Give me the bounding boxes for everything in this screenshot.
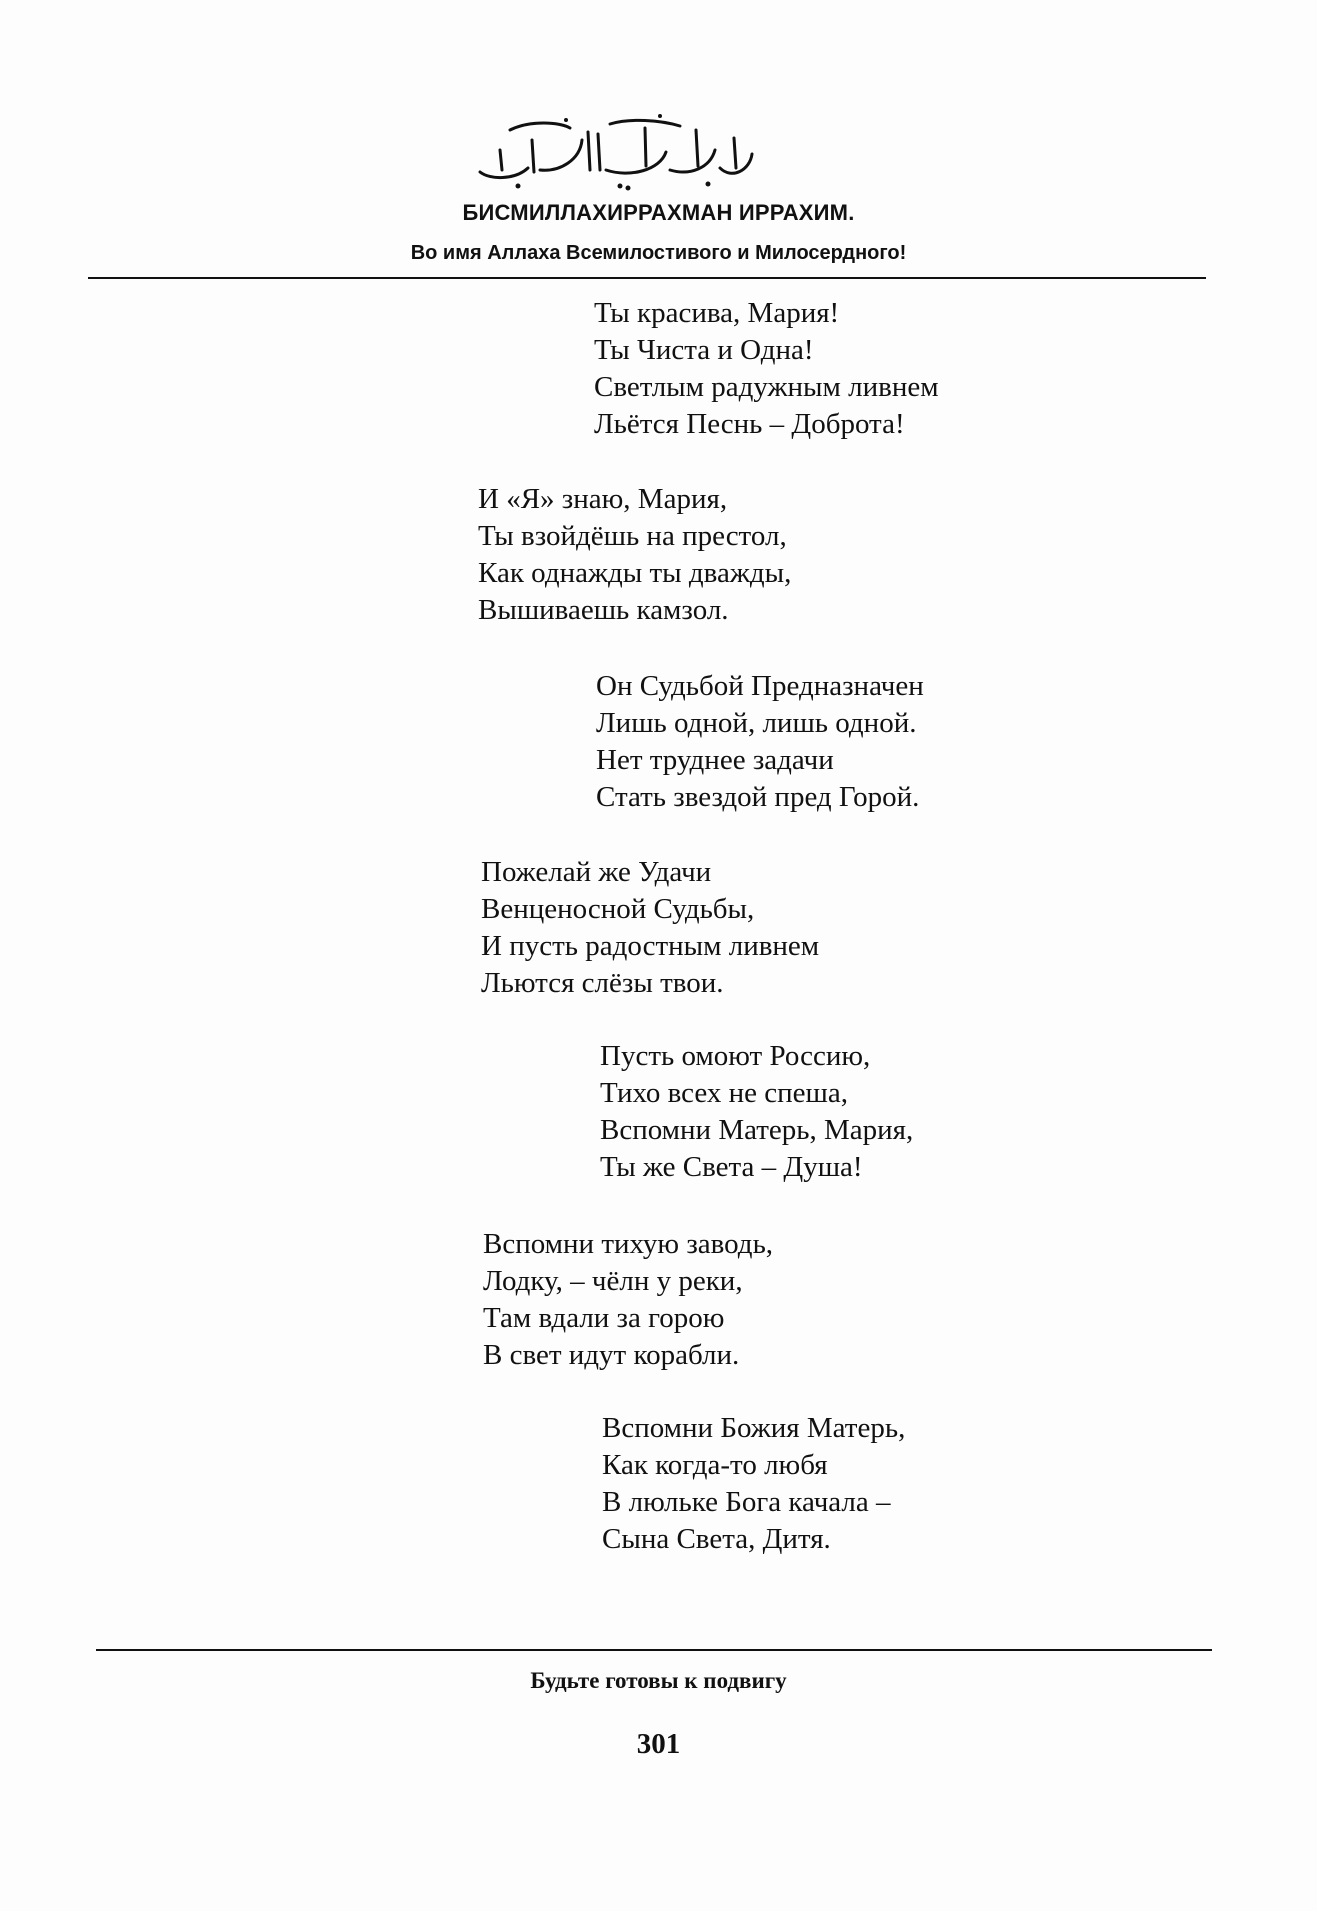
verse-line: Венценосной Судьбы,	[481, 893, 755, 925]
verse-line: И «Я» знаю, Мария,	[478, 483, 728, 515]
verse-line: Пусть омоют Россию,	[600, 1040, 871, 1072]
verse-line: Нет труднее задачи	[596, 744, 834, 776]
verse-line: В люльке Бога качала –	[602, 1486, 891, 1518]
page-number: 301	[636, 1728, 681, 1760]
verse-line: Он Судьбой Предназначен	[596, 670, 924, 702]
verse-line: Пожелай же Удачи	[481, 856, 712, 888]
verse-line: Вспомни тихую заводь,	[483, 1228, 774, 1260]
poem-stanza-6	[483, 1226, 773, 1374]
poem-stanza-3	[596, 668, 924, 816]
footer-divider	[96, 1649, 1212, 1651]
poem-stanza-7	[602, 1410, 905, 1558]
header-title: БИСМИЛЛАХИРРАХМАН ИРРАХИМ.	[462, 200, 855, 225]
verse-line: Лодку, – чёлн у реки,	[483, 1265, 743, 1297]
verse-line: Там вдали за горою	[483, 1302, 725, 1334]
verse-line: Ты Чиста и Одна!	[594, 334, 814, 366]
arabic-calligraphy-image	[470, 110, 760, 195]
verse-line: Ты взойдёшь на престол,	[478, 520, 787, 552]
verse-line: Льётся Песнь – Доброта!	[594, 408, 905, 440]
verse-line: Стать звездой пред Горой.	[596, 781, 920, 813]
header-subtitle: Во имя Аллаха Всемилостивого и Милосердного!	[410, 242, 907, 264]
poem-stanza-5	[600, 1038, 913, 1186]
verse-line: Лишь одной, лишь одной.	[596, 707, 917, 739]
verse-line: Вышиваешь камзол.	[478, 594, 729, 626]
verse-line: Как когда-то любя	[602, 1449, 828, 1481]
verse-line: Сына Света, Дитя.	[602, 1523, 831, 1555]
verse-line: Как однажды ты дважды,	[478, 557, 792, 589]
verse-line: Вспомни Божия Матерь,	[602, 1412, 906, 1444]
verse-line: И пусть радостным ливнем	[481, 930, 820, 962]
poem-stanza-1	[594, 295, 939, 443]
poem-stanza-4	[481, 854, 819, 1002]
verse-line: Тихо всех не спеша,	[600, 1077, 849, 1109]
poem-stanza-2	[478, 481, 791, 629]
verse-line: Светлым радужным ливнем	[594, 371, 939, 403]
footer-title: Будьте готовы к подвигу	[530, 1668, 787, 1693]
verse-line: Льются слёзы твои.	[481, 967, 724, 999]
verse-line: В свет идут корабли.	[483, 1339, 740, 1371]
verse-line: Вспомни Матерь, Мария,	[600, 1114, 914, 1146]
header-divider	[88, 277, 1206, 279]
verse-line: Ты красива, Мария!	[594, 297, 840, 329]
verse-line: Ты же Света – Душа!	[600, 1151, 863, 1183]
